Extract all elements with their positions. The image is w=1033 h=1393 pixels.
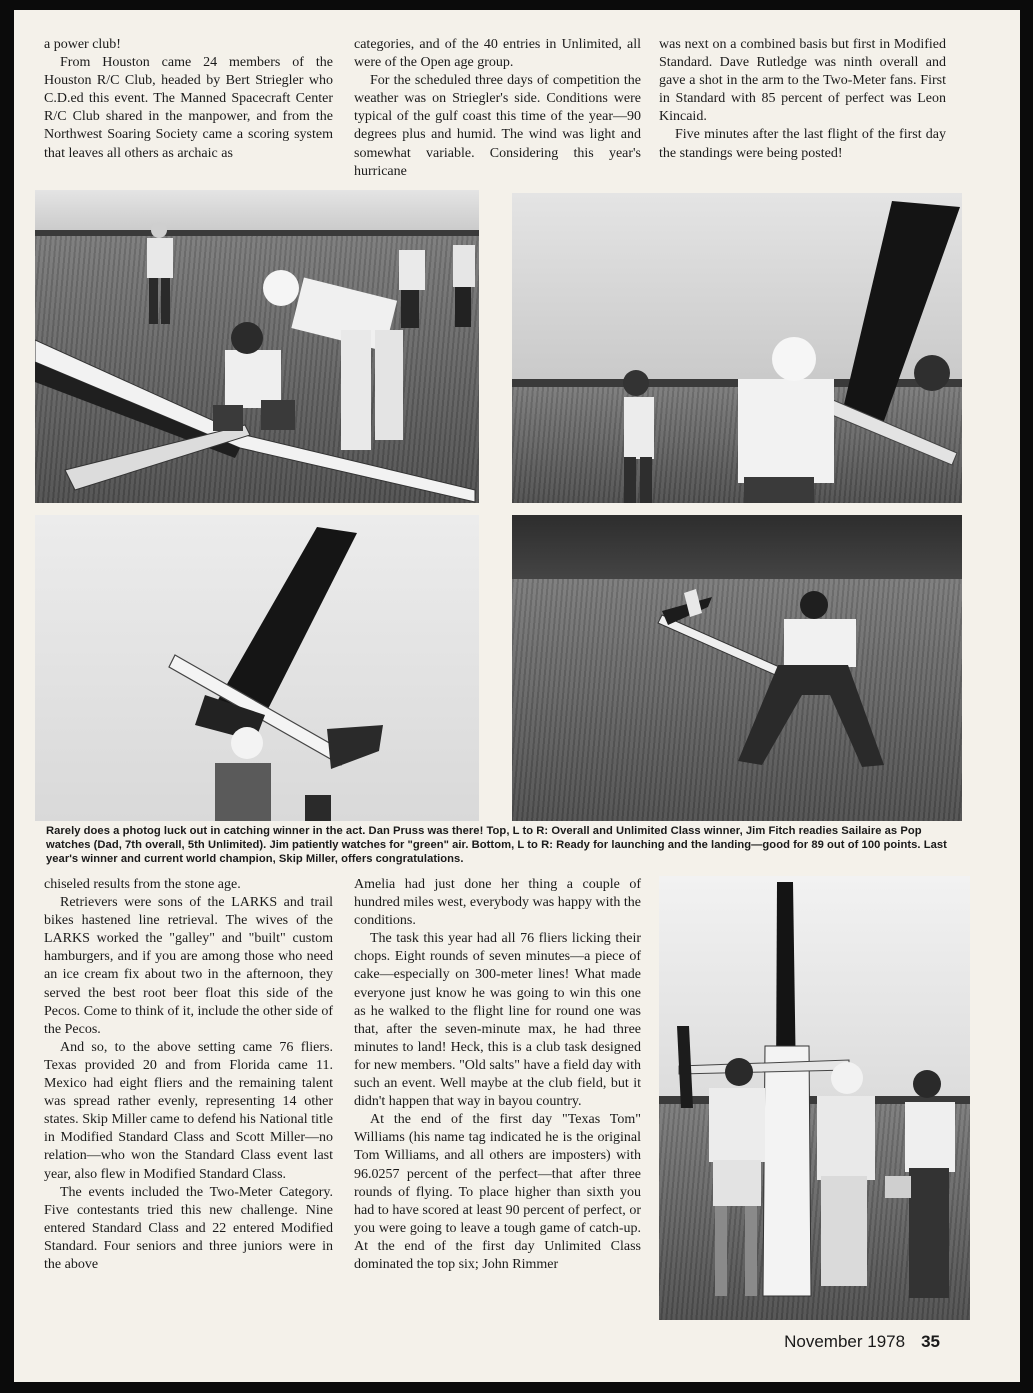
paragraph: Amelia had just done her thing a couple of hundred miles west, everybody was happy with the conditions. xyxy=(354,877,641,929)
photo-ready-for-launch xyxy=(35,515,479,821)
paragraph: categories, and of the 40 entries in Unlimited, all were of the Open age group. xyxy=(354,37,641,71)
top-column-1 xyxy=(44,36,333,163)
photo-landing xyxy=(512,515,962,821)
paragraph: At the end of the first day "Texas Tom" Williams (his name tag indicated he is the original Tom Williams, and all others are imposters) with 96.0257 percent of the perfect—that after three rounds of flying. To place higher than sixth you had to have scored at least 90 percent of perfect, or you were going to leave a tough game of catch-up. At the end of the first day Unlimited Class dominated the top six; John Rimmer xyxy=(354,1112,641,1272)
paragraph: was next on a combined basis but first in Modified Standard. Dave Rutledge was ninth overall and gave a shot in the arm to the Two-Meter fans. First in Standard with 85 percent of perfect was Leon Kincaid. xyxy=(659,37,946,125)
paragraph: Five minutes after the last flight of the first day the standings were being posted! xyxy=(659,127,946,161)
photo-caption: Rarely does a photog luck out in catching winner in the act. Dan Pruss was there! Top, L to R: Overall and Unlimited Class winner, Jim Fitch readies Sailaire as Pop watches (Dad, 7th overall, 5th Unlimited). Jim patiently watches for "green" air. Bottom, L to R: Ready for launching and the landing—good for 89 out of 100 points. Last year's winner and current world champion, Skip Miller, offers congratulations. xyxy=(46,825,947,865)
paragraph: Retrievers were sons of the LARKS and trail bikes hastened line retrieval. The wives of the LARKS worked the "galley" and "built" custom hamburgers, and if you are among those who need an ice cream fix about two in the afternoon, they served the best root beer float this side of the Pecos. Come to think of it, include the other side of the Pecos. xyxy=(44,895,333,1037)
top-column-3 xyxy=(659,36,946,163)
paragraph: From Houston came 24 members of the Houston R/C Club, headed by Bert Striegler who C.D.ed this event. The Manned Spacecraft Center R/C Club shared in the manpower, and from the Northwest Soaring Society came a scoring system that leaves all others as archaic as xyxy=(44,55,333,161)
top-column-2 xyxy=(354,36,641,181)
paragraph: The task this year had all 76 fliers licking their chops. Eight rounds of seven minutes—a piece of cake—especially on 300-meter lines! What made everyone just know he was going to win this one as he walked to the flight line for round one was that, after the seven-minute max, he had three minutes to land! Heck, this is a club task designed for new members. "Old salts" have a field day with such an event. Well maybe at the club field, but it didn't happen that way in bayou country. xyxy=(354,931,641,1110)
page-number: 35 xyxy=(921,1332,940,1351)
bottom-column-2 xyxy=(354,876,641,1274)
issue-date: November 1978 xyxy=(784,1332,906,1351)
paragraph: The events included the Two-Meter Category. Five contestants tried this new challenge. Nine entered Standard Class and 22 entered Modified Standard. Four seniors and three juniors were in the above xyxy=(44,1184,333,1272)
photo-assembling-glider xyxy=(35,190,479,503)
bottom-column-1 xyxy=(44,876,333,1274)
paragraph: And so, to the above setting came 76 fliers. Texas provided 20 and from Florida came 11. Mexico had eight fliers and the remaining talent was spread rather evenly, representing 14 other states. Skip Miller came to defend his National title in Modified Standard Class and Scott Miller—no relation—who won the Standard Class event last year, also flew in Modified Standard Class. xyxy=(44,1039,333,1182)
page-footer xyxy=(784,1332,940,1352)
paragraph: chiseled results from the stone age. xyxy=(44,877,241,892)
paragraph: For the scheduled three days of competition the weather was on Striegler's side. Conditions were typical of the gulf coast this time of the year—90 degrees plus and humid. The wind was light and somewhat variable. Considering this year's hurricane xyxy=(354,73,641,179)
paragraph: a power club! xyxy=(44,37,121,52)
photo-watching-for-air xyxy=(512,193,962,503)
magazine-page xyxy=(14,10,1020,1382)
photo-congratulations xyxy=(659,876,970,1320)
